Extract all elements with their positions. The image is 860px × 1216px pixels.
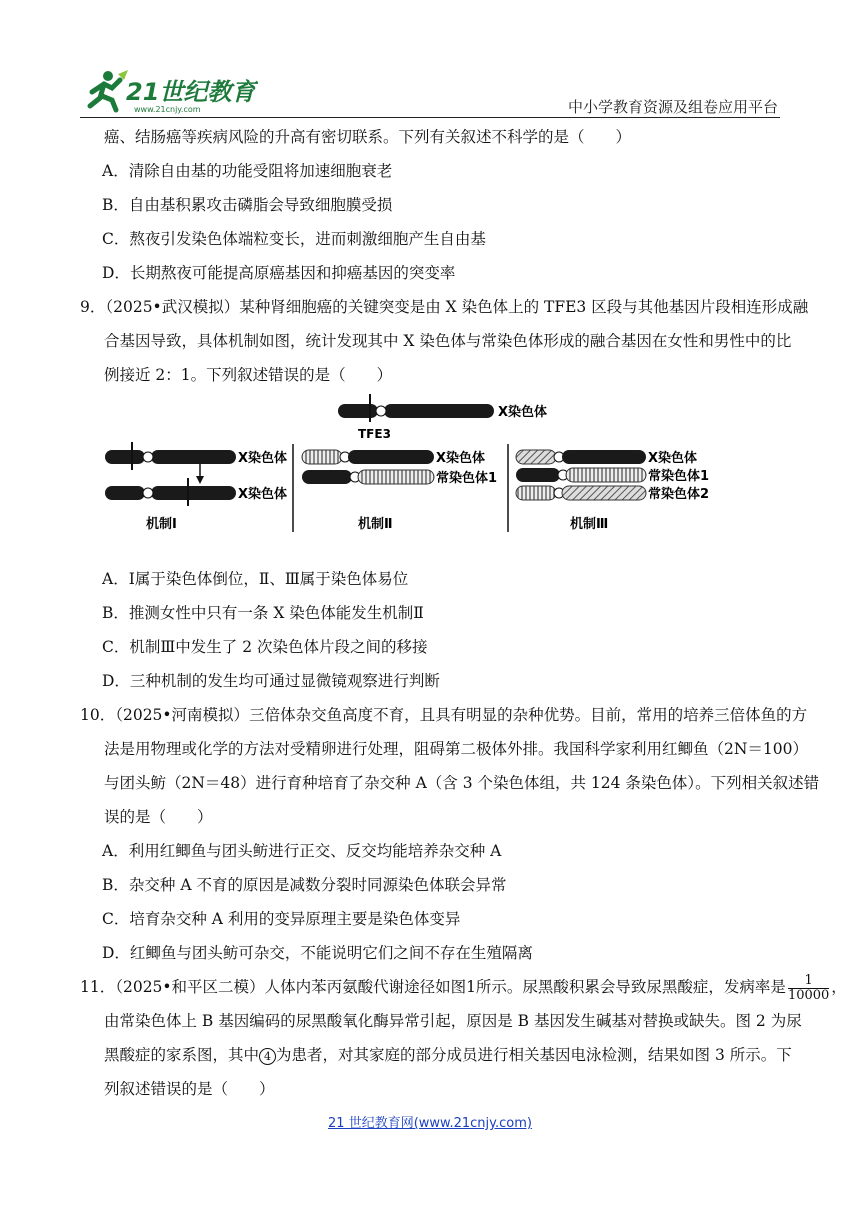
q8-option-d: D．长期熬夜可能提高原癌基因和抑癌基因的突变率 <box>102 264 456 282</box>
mechanism-1 <box>105 442 287 532</box>
logo <box>78 66 258 116</box>
q8-option-c: C．熬夜引发染色体端粒变长，进而刺激细胞产生自由基 <box>102 230 486 248</box>
runner-icon <box>90 70 128 110</box>
q9-figure <box>80 392 780 562</box>
svg-text:常染色体1: 常染色体1 <box>436 471 498 486</box>
platform-name: 中小学教育资源及组卷应用平台 <box>567 98 778 116</box>
q9-option-c: C．机制Ⅲ中发生了 2 次染色体片段之间的移接 <box>102 638 428 656</box>
q11-stem-3-post: 为患者，对其家庭的部分成员进行相关基因电泳检测，结果如图 3 所示。下 <box>276 1046 792 1064</box>
q9-stem-2: 合基因导致，具体机制如图，统计发现其中 X 染色体与常染色体形成的融合基因在女性和男性中的比 <box>104 332 792 350</box>
q11-stem-1-text: 11．（2025•和平区二模）人体内苯丙氨酸代谢途径如图1所示。尿黑酸积累会导致尿黑酸症，发病率是 <box>80 978 786 996</box>
q9-stem-1: 9．（2025•武汉模拟）某种肾细胞癌的关键突变是由 X 染色体上的 TFE3 区段与其他基因片段相连形成融 <box>80 298 809 316</box>
mechanism-3 <box>516 450 709 532</box>
q10-stem-2: 法是用物理或化学的方法对受精卵进行处理，阻碍第二极体外排。我国科学家利用红鲫鱼（2N＝100） <box>104 740 809 758</box>
q10-option-b: B．杂交种 A 不育的原因是减数分裂时同源染色体联会异常 <box>102 876 507 894</box>
svg-text:X染色体: X染色体 <box>238 451 288 466</box>
svg-text:www.21cnjy.com: www.21cnjy.com <box>134 105 201 114</box>
q10-option-d: D．红鲫鱼与团头鲂可杂交，不能说明它们之间不存在生殖隔离 <box>102 944 533 962</box>
q11-stem-3 <box>80 1038 792 1072</box>
svg-text:21世纪教育: 21世纪教育 <box>126 78 256 106</box>
svg-text:常染色体2: 常染色体2 <box>648 487 710 502</box>
mechanism-2 <box>302 450 497 532</box>
q11-stem-1-end: ， <box>831 978 847 996</box>
q11-stem-3-pre: 黑酸症的家系图，其中 <box>104 1046 260 1064</box>
svg-text:X染色体: X染色体 <box>498 405 548 420</box>
q10-option-c: C．培育杂交种 A 利用的变异原理主要是染色体变异 <box>102 910 461 928</box>
q10-stem-4: 误的是（ ） <box>104 808 213 826</box>
fraction-denominator: 10000 <box>787 987 830 1003</box>
svg-text:常染色体1: 常染色体1 <box>648 469 710 484</box>
q10-stem-3: 与团头鲂（2N＝48）进行育种培育了杂交种 A（含 3 个染色体组，共 124 条染色体）。下列相关叙述错 <box>104 774 820 792</box>
q9-option-d: D．三种机制的发生均可通过显微镜观察进行判断 <box>102 672 440 690</box>
q10-stem-1: 10．（2025•河南模拟）三倍体杂交鱼高度不育，且具有明显的杂种优势。目前，常用的培养三倍体鱼的方 <box>80 706 808 724</box>
chromosome-mechanism-diagram <box>100 392 740 558</box>
svg-text:X染色体: X染色体 <box>648 451 698 466</box>
page-header <box>0 0 860 120</box>
footer-link[interactable]: 21 世纪教育网(www.21cnjy.com) <box>328 1116 532 1131</box>
q11-stem-1 <box>80 970 847 1004</box>
fraction-numerator: 1 <box>788 974 829 989</box>
svg-text:机制Ⅱ: 机制Ⅱ <box>358 517 393 532</box>
q9-option-a: A．Ⅰ属于染色体倒位，Ⅱ、Ⅲ属于染色体易位 <box>102 570 409 588</box>
svg-text:X染色体: X染色体 <box>238 487 288 502</box>
svg-text:X染色体: X染色体 <box>436 451 486 466</box>
header-rule <box>80 117 780 118</box>
svg-text:机制Ⅲ: 机制Ⅲ <box>570 517 609 532</box>
top-x-chromosome <box>338 394 547 441</box>
q11-stem-2: 由常染色体上 B 基因编码的尿黑酸氧化酶异常引起，原因是 B 基因发生碱基对替换或缺失。图 2 为尿 <box>104 1012 802 1030</box>
q10-option-a: A．利用红鲫鱼与团头鲂进行正交、反交均能培养杂交种 A <box>102 842 502 860</box>
svg-text:TFE3: TFE3 <box>358 427 391 441</box>
q11-stem-4: 列叙述错误的是（ ） <box>104 1080 275 1098</box>
page-content <box>80 120 847 1106</box>
svg-text:机制Ⅰ: 机制Ⅰ <box>146 517 177 532</box>
q9-stem-3: 例接近 2：1。下列叙述错误的是（ ） <box>104 366 393 384</box>
incidence-fraction <box>788 974 829 1003</box>
q8-option-b: B．自由基积累攻击磷脂会导致细胞膜受损 <box>102 196 393 214</box>
q8-stem: 癌、结肠癌等疾病风险的升高有密切联系。下列有关叙述不科学的是（ ） <box>104 128 632 146</box>
q8-option-a: A．清除自由基的功能受阻将加速细胞衰老 <box>102 162 393 180</box>
q9-option-b: B．推测女性中只有一条 X 染色体能发生机制Ⅱ <box>102 604 424 622</box>
circled-number: 4 <box>259 1048 276 1065</box>
